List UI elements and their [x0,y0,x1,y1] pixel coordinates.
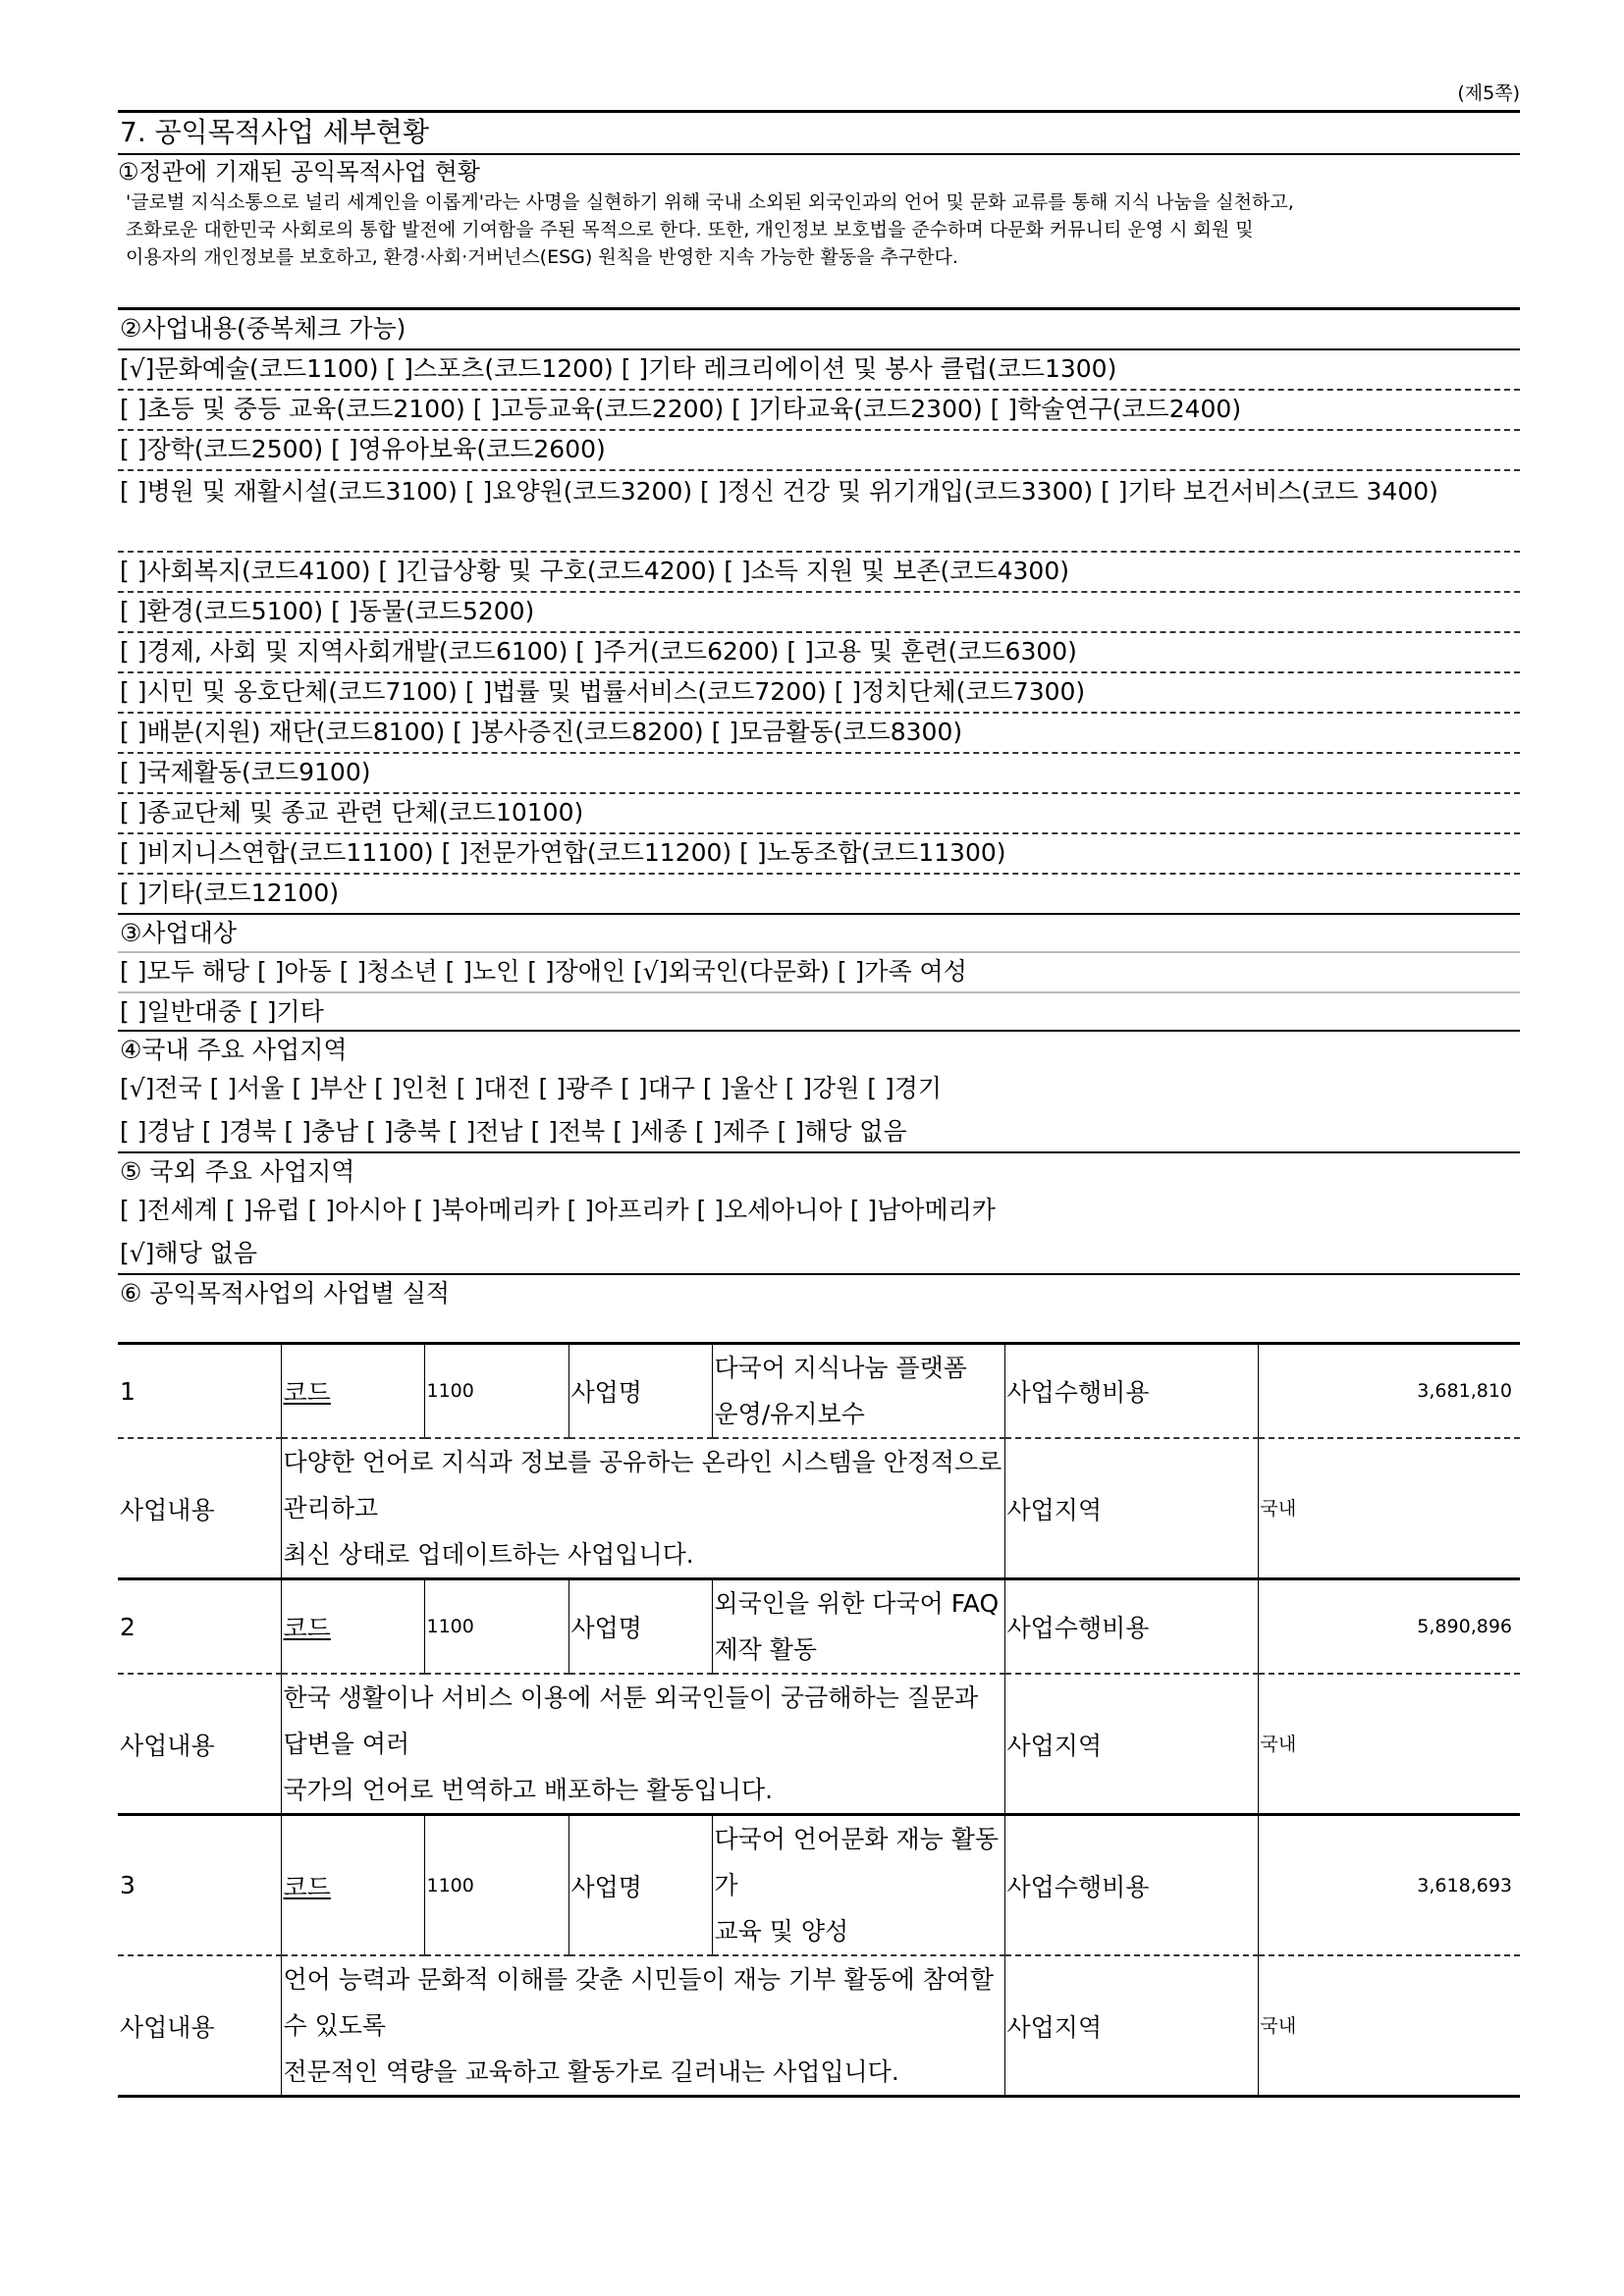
code-label: 코드 [281,1579,424,1675]
name-value [712,1344,1004,1439]
table-row [118,1955,1520,2097]
business-content-row[interactable]: [ ]기타(코드12100) [118,875,1520,915]
business-content-row[interactable]: [ ]장학(코드2500) [ ]영유아보육(코드2600) [118,431,1520,471]
business-content-row[interactable]: [ ]환경(코드5100) [ ]동물(코드5200) [118,593,1520,633]
content-line: 최신 상태로 업데이트하는 사업입니다. [283,1540,694,1569]
name-line: 운영/유지보수 [714,1400,865,1428]
purpose-text [118,188,1520,271]
name-label: 사업명 [568,1344,712,1439]
item-number: 3 [118,1815,281,1956]
content-label: 사업내용 [118,1438,281,1579]
business-content-row[interactable]: [ ]국제활동(코드9100) [118,754,1520,794]
content-line: 한국 생활이나 서비스 이용에 서툰 외국인들이 궁금해하는 질문과 답변을 여러 [283,1683,979,1758]
name-value [712,1815,1004,1956]
table-row [118,1815,1520,1956]
purpose-line: 이용자의 개인정보를 보호하고, 환경·사회·거버넌스(ESG) 원칙을 반영한 지속 가능한 활동을 추구한다. [126,246,958,268]
name-line: 제작 활동 [714,1635,818,1664]
code-value: 1100 [424,1815,568,1956]
business-content-heading: ②사업내용(중복체크 가능) [118,310,1520,350]
content-label: 사업내용 [118,1955,281,2097]
cost-label: 사업수행비용 [1004,1815,1258,1956]
name-label: 사업명 [568,1579,712,1675]
business-content-row[interactable]: [ ]배분(지원) 재단(코드8100) [ ]봉사증진(코드8200) [ ]모금활동(코드8300) [118,714,1520,754]
code-value: 1100 [424,1344,568,1439]
table-row [118,1438,1520,1579]
content-value [281,1674,1004,1815]
overseas-region-heading: ⑤ 국외 주요 사업지역 [120,1157,355,1186]
code-label: 코드 [281,1815,424,1956]
cost-label: 사업수행비용 [1004,1579,1258,1675]
performance-heading: ⑥ 공익목적사업의 사업별 실적 [118,1273,1520,1311]
content-value [281,1438,1004,1579]
cost-value: 5,890,896 [1258,1579,1520,1675]
target-row[interactable]: [ ]일반대중 [ ]기타 [118,993,1520,1032]
table-row [118,1344,1520,1439]
page-number: (제5쪽) [1457,82,1520,104]
code-value: 1100 [424,1579,568,1675]
region-value: 국내 [1258,1438,1520,1579]
name-line: 교육 및 양성 [714,1917,849,1946]
overseas-region-row[interactable]: [√]해당 없음 [120,1239,257,1267]
purpose-section [118,157,1520,271]
cost-value: 3,681,810 [1258,1344,1520,1439]
domestic-region-row[interactable]: [√]전국 [ ]서울 [ ]부산 [ ]인천 [ ]대전 [ ]광주 [ ]대구 [ ]울산 [ ]강원 [ ]경기 [120,1074,943,1102]
content-line: 언어 능력과 문화적 이해를 갖춘 시민들이 재능 기부 활동에 참여할 수 있도록 [283,1965,995,2040]
content-value [281,1955,1004,2097]
region-label: 사업지역 [1004,1674,1258,1815]
name-value [712,1579,1004,1675]
content-line: 전문적인 역량을 교육하고 활동가로 길러내는 사업입니다. [283,2057,899,2086]
domestic-region-heading: ④국내 주요 사업지역 [120,1036,348,1064]
region-label: 사업지역 [1004,1955,1258,2097]
region-value: 국내 [1258,1674,1520,1815]
region-label: 사업지역 [1004,1438,1258,1579]
overseas-region-row[interactable]: [ ]전세계 [ ]유럽 [ ]아시아 [ ]북아메리카 [ ]아프리카 [ ]오세아니아 [ ]남아메리카 [120,1196,996,1224]
code-label: 코드 [281,1344,424,1439]
business-content-row[interactable]: [ ]시민 및 옹호단체(코드7100) [ ]법률 및 법률서비스(코드7200) [ ]정치단체(코드7300) [118,673,1520,714]
business-content-row[interactable]: [ ]병원 및 재활시설(코드3100) [ ]요양원(코드3200) [ ]정신 건강 및 위기개입(코드3300) [ ]기타 보건서비스(코드 3400) [118,471,1520,553]
name-label: 사업명 [568,1815,712,1956]
table-row [118,1579,1520,1675]
item-number: 1 [118,1344,281,1439]
section-title: 7. 공익목적사업 세부현황 [118,110,1520,155]
checklist-sections [118,307,1520,1311]
content-line: 국가의 언어로 번역하고 배포하는 활동입니다. [283,1776,774,1804]
purpose-heading: ①정관에 기재된 공익목적사업 현황 [118,158,480,186]
business-content-row[interactable]: [ ]초등 및 중등 교육(코드2100) [ ]고등교육(코드2200) [ ]기타교육(코드2300) [ ]학술연구(코드2400) [118,391,1520,431]
business-content-row[interactable]: [ ]종교단체 및 종교 관련 단체(코드10100) [118,794,1520,834]
content-label: 사업내용 [118,1674,281,1815]
name-line: 다국어 언어문화 재능 활동가 [714,1825,999,1899]
purpose-line: '글로벌 지식소통으로 널리 세계인을 이롭게'라는 사명을 실현하기 위해 국내 소외된 외국인과의 언어 및 문화 교류를 통해 지식 나눔을 실천하고, [126,191,1294,213]
table-row [118,1674,1520,1815]
name-line: 외국인을 위한 다국어 FAQ [714,1589,1000,1618]
business-content-row[interactable]: [ ]사회복지(코드4100) [ ]긴급상황 및 구호(코드4200) [ ]소득 지원 및 보존(코드4300) [118,553,1520,593]
cost-value: 3,618,693 [1258,1815,1520,1956]
purpose-line: 조화로운 대한민국 사회로의 통합 발전에 기여함을 주된 목적으로 한다. 또한, 개인정보 보호법을 준수하며 다문화 커뮤니티 운영 시 회원 및 [126,219,1254,240]
item-number: 2 [118,1579,281,1675]
cost-label: 사업수행비용 [1004,1344,1258,1439]
domestic-region-row[interactable]: [ ]경남 [ ]경북 [ ]충남 [ ]충북 [ ]전남 [ ]전북 [ ]세종 [ ]제주 [ ]해당 없음 [118,1113,1520,1153]
performance-table [118,1342,1520,2098]
business-content-row[interactable]: [ ]경제, 사회 및 지역사회개발(코드6100) [ ]주거(코드6200) [ ]고용 및 훈련(코드6300) [118,633,1520,673]
content-line: 다양한 언어로 지식과 정보를 공유하는 온라인 시스템을 안정적으로 관리하고 [283,1448,1002,1522]
region-value: 국내 [1258,1955,1520,2097]
name-line: 다국어 지식나눔 플랫폼 [714,1354,967,1382]
business-content-row[interactable]: [√]문화예술(코드1100) [ ]스포츠(코드1200) [ ]기타 레크리에이션 및 봉사 클럽(코드1300) [118,350,1520,391]
target-heading: ③사업대상 [118,915,1520,953]
target-row[interactable]: [ ]모두 해당 [ ]아동 [ ]청소년 [ ]노인 [ ]장애인 [√]외국인(다문화) [ ]가족 여성 [118,953,1520,993]
business-content-row[interactable]: [ ]비지니스연합(코드11100) [ ]전문가연합(코드11200) [ ]노동조합(코드11300) [118,834,1520,875]
